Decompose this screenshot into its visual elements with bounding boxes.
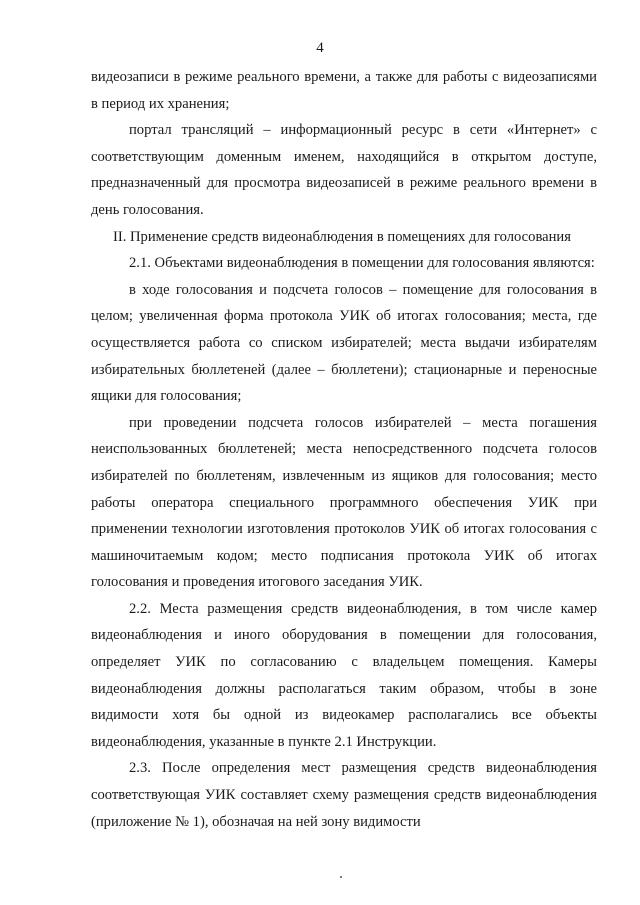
- paragraph-counting-objects: при проведении подсчета голосов избирателей – места погашения неиспользованных бюллетеней; места непосредственного подсчета голосов избирателей по бюллетеням, извлеченным из ящиков для голосования; место работы оператора специального программного обеспечения УИК при применении технологии изготовления протоколов УИК об итогах голосования с машиночитаемым кодом; место подписания протокола УИК об итогах голосования и проведения итогового заседания УИК.: [91, 414, 597, 591]
- paragraph-voting-objects: в ходе голосования и подсчета голосов – помещение для голосования в целом; увеличенная форма протокола УИК об итогах голосования; места, где осуществляется работа со списком избирателей; места выдачи избирателям избирательных бюллетеней (далее – бюллетени); стационарные и переносные ящики для голосования;: [91, 281, 597, 405]
- paragraph-broadcast-portal: портал трансляций – информационный ресурс в сети «Интернет» с соответствующим доменным именем, находящийся в открытом доступе, предназначенный для просмотра видеозаписей в режиме реального времени в день голосования.: [91, 122, 597, 218]
- section-heading: II. Применение средств видеонаблюдения в помещениях для голосования: [113, 228, 571, 245]
- scan-dot: [340, 876, 342, 878]
- paragraph-2-1: 2.1. Объектами видеонаблюдения в помещении для голосования являются:: [129, 255, 595, 272]
- page-number: 4: [316, 40, 324, 56]
- paragraph-video-records: видеозаписи в режиме реального времени, а также для работы с видеозаписями в период их хранения;: [91, 69, 597, 112]
- paragraph-2-3: 2.3. После определения мест размещения средств видеонаблюдения соответствующая УИК составляет схему размещения средств видеонаблюдения (приложение № 1), обозначая на ней зону видимости: [91, 760, 597, 830]
- document-body: [91, 64, 597, 835]
- paragraph-2-2: 2.2. Места размещения средств видеонаблюдения, в том числе камер видеонаблюдения и иного оборудования в помещении для голосования, определяет УИК по согласованию с владельцем помещения. Камеры видеонаблюдения должны располагаться таким образом, чтобы в зоне видимости хотя бы одной из видеокамер располагались все объекты видеонаблюдения, указанные в пункте 2.1 Инструкции.: [91, 600, 597, 750]
